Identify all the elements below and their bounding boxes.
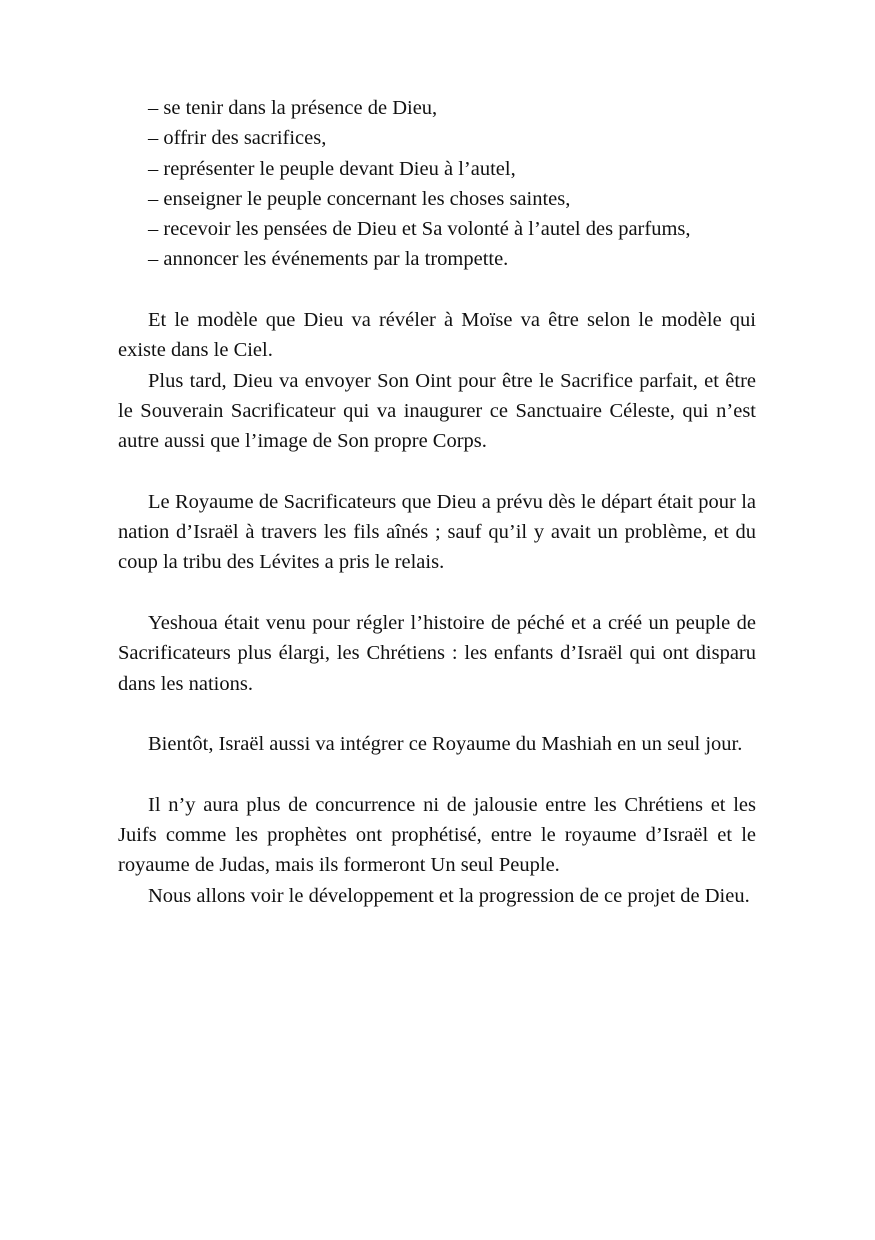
list-item: – annoncer les événements par la trompette. (148, 248, 509, 271)
paragraph: Il n’y aura plus de concurrence ni de jalousie entre les Chrétiens et les Juifs comme les prophètes ont prophétisé, entre le royaume d’Israël et le royaume de Judas, mais ils formeront Un seul Peuple. (118, 793, 756, 877)
paragraph-gap (118, 760, 756, 790)
paragraph: Yeshoua était venu pour régler l’histoire de péché et a créé un peuple de Sacrificateurs plus élargi, les Chrétiens : les enfants d’Israël qui ont disparu dans les nations. (118, 612, 756, 695)
paragraph: Plus tard, Dieu va envoyer Son Oint pour être le Sacrifice parfait, et être le Souverain Sacrificateur qui va inaugurer ce Sanctuaire Céleste, qui n’est autre aussi que l’image de Son propre Corps. (118, 369, 756, 453)
paragraph-gap (118, 578, 756, 608)
list-item: – offrir des sacrifices, (148, 127, 327, 150)
list-item: – enseigner le peuple concernant les choses saintes, (148, 187, 571, 210)
paragraph-gap (118, 457, 756, 487)
list-item: – recevoir les pensées de Dieu et Sa volonté à l’autel des parfums, (148, 218, 691, 241)
paragraph-gap (118, 275, 756, 305)
paragraph: Nous allons voir le développement et la progression de ce projet de Dieu. (148, 884, 750, 907)
page-body (118, 93, 756, 911)
paragraph: Bientôt, Israël aussi va intégrer ce Royaume du Mashiah en un seul jour. (148, 733, 743, 756)
paragraph-gap (118, 699, 756, 729)
list-item: – représenter le peuple devant Dieu à l’autel, (148, 157, 516, 180)
paragraph: Et le modèle que Dieu va révéler à Moïse va être selon le modèle qui existe dans le Ciel. (118, 309, 756, 362)
paragraph: Le Royaume de Sacrificateurs que Dieu a prévu dès le départ était pour la nation d’Israël à travers les fils aînés ; sauf qu’il y avait un problème, et du coup la tribu des Lévites a pris le relais. (118, 490, 756, 574)
list-item: – se tenir dans la présence de Dieu, (148, 97, 438, 119)
